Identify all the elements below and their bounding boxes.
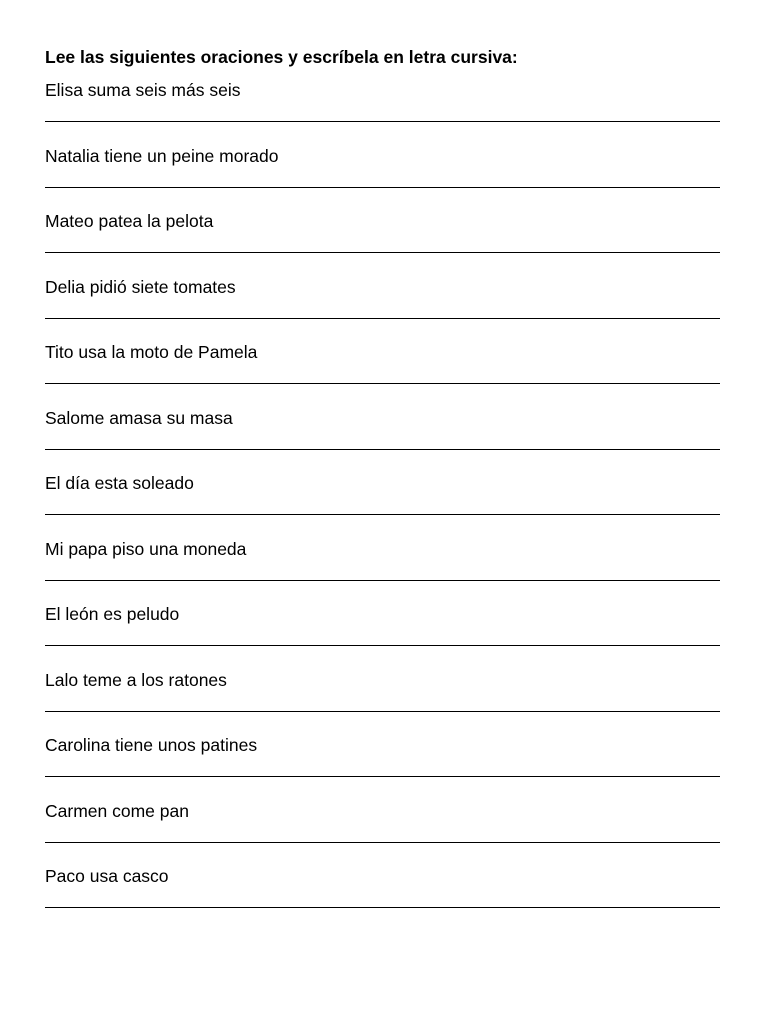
exercise-item [45, 800, 720, 866]
exercise-sentence: Lalo teme a los ratones [45, 670, 227, 690]
exercise-sentence: Elisa suma seis más seis [45, 80, 241, 100]
writing-line [45, 449, 720, 450]
exercise-sentence: Carmen come pan [45, 801, 189, 821]
exercise-item [45, 210, 720, 276]
writing-line [45, 383, 720, 384]
exercise-sentence: Delia pidió siete tomates [45, 277, 236, 297]
exercise-sentence: Salome amasa su masa [45, 408, 233, 428]
exercise-item [45, 407, 720, 473]
exercise-item [45, 603, 720, 669]
exercise-item [45, 276, 720, 342]
exercise-item [45, 145, 720, 211]
exercise-sentence: El día esta soleado [45, 473, 194, 493]
writing-line [45, 645, 720, 646]
writing-line [45, 121, 720, 122]
exercise-item [45, 865, 720, 931]
exercise-sentence: Mateo patea la pelota [45, 211, 214, 231]
writing-line [45, 187, 720, 188]
writing-line [45, 907, 720, 908]
writing-line [45, 514, 720, 515]
exercise-sentence: Natalia tiene un peine morado [45, 146, 279, 166]
exercise-item [45, 472, 720, 538]
exercise-item [45, 538, 720, 604]
writing-line [45, 318, 720, 319]
writing-line [45, 711, 720, 712]
exercise-sentence: Tito usa la moto de Pamela [45, 342, 258, 362]
worksheet-instruction: Lee las siguientes oraciones y escríbela en letra cursiva: [45, 47, 518, 67]
exercise-item [45, 341, 720, 407]
writing-line [45, 842, 720, 843]
exercise-sentence: El león es peludo [45, 604, 180, 624]
writing-line [45, 776, 720, 777]
writing-line [45, 252, 720, 253]
exercise-item [45, 734, 720, 800]
exercise-sentence: Carolina tiene unos patines [45, 735, 258, 755]
exercise-item [45, 79, 720, 145]
exercise-sentence: Paco usa casco [45, 866, 169, 886]
exercise-item [45, 669, 720, 735]
writing-line [45, 580, 720, 581]
exercise-sentence: Mi papa piso una moneda [45, 539, 247, 559]
